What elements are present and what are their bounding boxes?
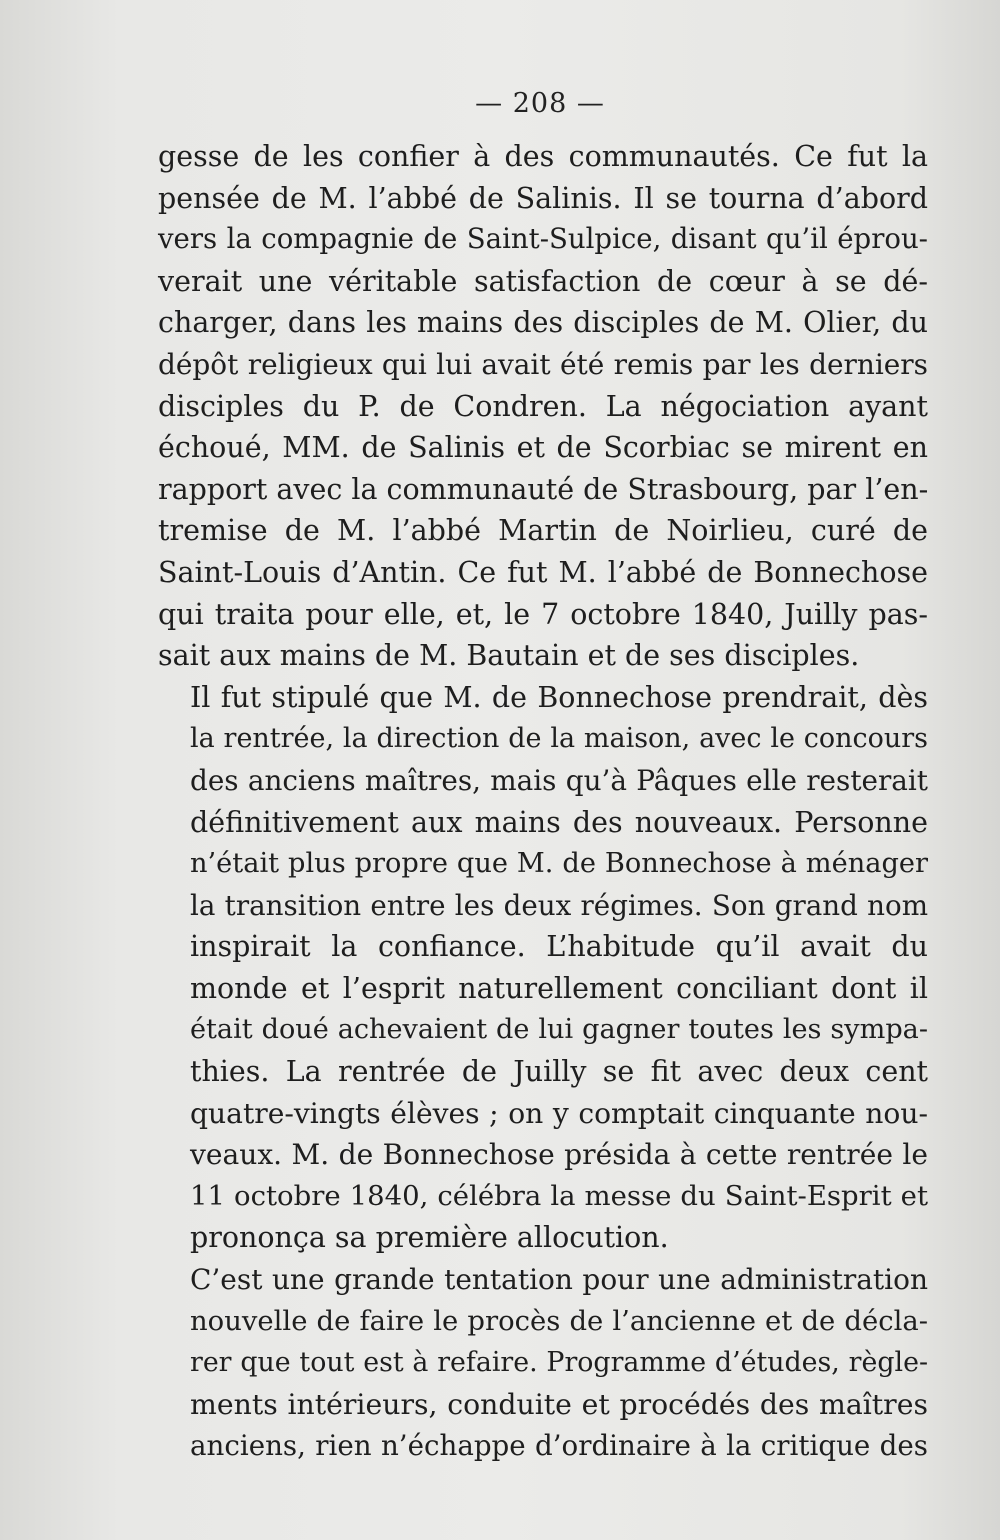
- text-line: dépôt religieux qui lui avait été remis par les derniers: [158, 347, 928, 381]
- text-line: tremise de M. l’abbé Martin de Noirlieu, curé de: [158, 514, 928, 548]
- text-line: verait une véritable satisfaction de cœur à se dé-: [158, 264, 928, 298]
- text-line: Il fut stipulé que M. de Bonnechose prendrait, dès: [190, 680, 928, 714]
- text-line: veaux. M. de Bonnechose présida à cette rentrée le: [190, 1138, 928, 1172]
- text-line: définitivement aux mains des nouveaux. Personne: [190, 805, 928, 839]
- text-line: vers la compagnie de Saint-Sulpice, disant qu’il éprou-: [158, 223, 928, 256]
- text-line: la transition entre les deux régimes. Son grand nom: [190, 888, 928, 922]
- text-line: rer que tout est à refaire. Programme d’études, règle-: [190, 1347, 928, 1379]
- text-line: sait aux mains de M. Bautain et de ses disciples.: [158, 639, 860, 673]
- page-number: — 208 —: [475, 88, 605, 119]
- text-line: quatre-vingts élèves ; on y comptait cinquante nou-: [190, 1096, 928, 1130]
- text-line: échoué, MM. de Salinis et de Scorbiac se mirent en: [158, 431, 928, 465]
- body-text: [158, 136, 928, 1467]
- text-line: monde et l’esprit naturellement conciliant dont il: [190, 971, 928, 1005]
- text-line: thies. La rentrée de Juilly se fit avec deux cent: [190, 1055, 928, 1089]
- text-line: 11 octobre 1840, célébra la messe du Saint-Esprit et: [190, 1179, 928, 1212]
- text-line: rapport avec la communauté de Strasbourg, par l’en-: [158, 472, 929, 506]
- text-line: gesse de les confier à des communautés. Ce fut la: [158, 140, 928, 173]
- text-line: disciples du P. de Condren. La négociation ayant: [158, 389, 928, 423]
- text-line: ments intérieurs, conduite et procédés des maîtres: [190, 1387, 928, 1421]
- text-line: des anciens maîtres, mais qu’à Pâques elle resterait: [190, 763, 928, 797]
- text-line: qui traita pour elle, et, le 7 octobre 1840, Juilly pas-: [158, 597, 928, 631]
- text-line: inspirait la confiance. L’habitude qu’il avait du: [190, 930, 928, 964]
- paragraph: [158, 677, 928, 1259]
- paragraph: [158, 1259, 928, 1467]
- text-line: charger, dans les mains des disciples de M. Olier, du: [158, 306, 928, 340]
- text-line: était doué achevaient de lui gagner toutes les sympa-: [190, 1014, 928, 1046]
- text-line: nouvelle de faire le procès de l’ancienne et de décla-: [190, 1305, 928, 1337]
- text-line: pensée de M. l’abbé de Salinis. Il se tourna d’abord: [158, 181, 928, 215]
- text-line: C’est une grande tentation pour une administration: [190, 1263, 928, 1297]
- text-line: la rentrée, la direction de la maison, avec le concours: [190, 723, 928, 755]
- paragraph: [158, 136, 928, 677]
- text-line: prononça sa première allocution.: [190, 1221, 669, 1255]
- text-line: Saint-Louis d’Antin. Ce fut M. l’abbé de Bonnechose: [158, 555, 928, 589]
- text-line: n’était plus propre que M. de Bonnechose à ménager: [190, 848, 928, 880]
- text-line: anciens, rien n’échappe d’ordinaire à la critique des: [190, 1429, 928, 1463]
